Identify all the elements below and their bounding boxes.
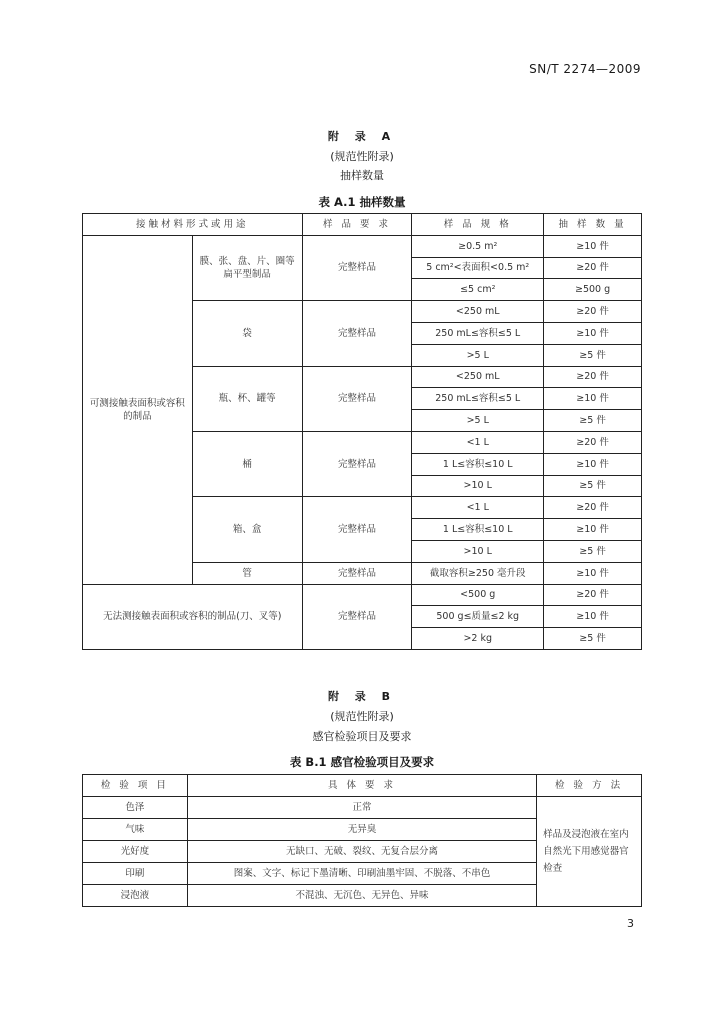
spec-cell: <500 g [412,584,544,606]
spec-cell: ≥0.5 m² [412,235,544,257]
quantity-cell: ≥10 件 [544,322,642,344]
quantity-cell: ≥500 g [544,279,642,301]
spec-cell: 250 mL≤容积≤5 L [412,322,544,344]
quantity-cell: ≥10 件 [544,388,642,410]
table-header-row [83,775,642,797]
sensory-test-table [82,774,642,907]
requirement-cell: 无缺口、无破、裂纹、无复合层分离 [187,841,536,863]
requirement-cell: 不混浊、无沉色、无异色、异味 [187,885,536,907]
col-header: 样 品 要 求 [302,214,412,236]
requirement-cell: 完整样品 [302,497,412,562]
sampling-quantity-table [82,213,642,650]
spec-cell: 500 g≤质量≤2 kg [412,606,544,628]
quantity-cell: ≥20 件 [544,431,642,453]
spec-cell: >10 L [412,475,544,497]
quantity-cell: ≥10 件 [544,519,642,541]
spec-cell: >2 kg [412,628,544,650]
form-cell: 瓶、杯、罐等 [192,366,302,431]
page-number: 3 [627,917,634,930]
form-cell: 袋 [192,301,302,366]
spec-cell: <1 L [412,497,544,519]
appendix-a-type: (规范性附录) [330,150,394,163]
table-a-caption: 表 A.1 抽样数量 [318,195,406,209]
appendix-b-subject: 感官检验项目及要求 [312,730,412,743]
requirement-cell: 正常 [187,797,536,819]
quantity-cell: ≥10 件 [544,606,642,628]
form-cell: 桶 [192,431,302,496]
item-cell: 浸泡液 [83,885,188,907]
spec-cell: 250 mL≤容积≤5 L [412,388,544,410]
method-cell: 样品及浸泡液在室内自然光下用感觉器官检查 [537,797,642,907]
spec-cell: ≤5 cm² [412,279,544,301]
table-header-row [83,214,642,236]
quantity-cell: ≥5 件 [544,475,642,497]
quantity-cell: ≥5 件 [544,344,642,366]
appendix-a-title: 附 录 A [327,130,397,143]
quantity-cell: ≥20 件 [544,497,642,519]
form-cell: 膜、张、盘、片、圈等扁平型制品 [192,235,302,300]
requirement-cell: 完整样品 [302,431,412,496]
table-b-caption: 表 B.1 感官检验项目及要求 [289,755,435,769]
table-row [83,797,642,819]
quantity-cell: ≥5 件 [544,540,642,562]
table-row [83,584,642,606]
item-cell: 色泽 [83,797,188,819]
requirement-cell: 完整样品 [302,584,412,649]
form-cell: 管 [192,562,302,584]
quantity-cell: ≥5 件 [544,410,642,432]
spec-cell: >5 L [412,410,544,432]
spec-cell: 截取容积≥250 毫升段 [412,562,544,584]
quantity-cell: ≥20 件 [544,366,642,388]
quantity-cell: ≥10 件 [544,453,642,475]
item-cell: 气味 [83,819,188,841]
spec-cell: >5 L [412,344,544,366]
item-cell: 光好度 [83,841,188,863]
appendix-b-type: (规范性附录) [330,710,394,723]
col-header: 样 品 规 格 [412,214,544,236]
spec-cell: 5 cm²<表面积<0.5 m² [412,257,544,279]
quantity-cell: ≥20 件 [544,584,642,606]
table-row [83,235,642,257]
quantity-cell: ≥10 件 [544,562,642,584]
col-header: 具 体 要 求 [187,775,536,797]
form-cell: 箱、盒 [192,497,302,562]
col-header: 抽 样 数 量 [544,214,642,236]
requirement-cell: 完整样品 [302,366,412,431]
appendix-b-title: 附 录 B [327,690,397,703]
category-cell: 可测接触表面积或容积的制品 [83,235,193,584]
quantity-cell: ≥5 件 [544,628,642,650]
spec-cell: <1 L [412,431,544,453]
spec-cell: >10 L [412,540,544,562]
col-header: 接触材料形式或用途 [83,214,303,236]
requirement-cell: 图案、文字、标记下墨清晰、印刷油墨牢固、不脱落、不串色 [187,863,536,885]
standard-code: SN/T 2274—2009 [529,62,641,76]
col-header: 检 验 项 目 [83,775,188,797]
spec-cell: 1 L≤容积≤10 L [412,453,544,475]
quantity-cell: ≥10 件 [544,235,642,257]
spec-cell: <250 mL [412,366,544,388]
col-header: 检 验 方 法 [537,775,642,797]
requirement-cell: 无异臭 [187,819,536,841]
quantity-cell: ≥20 件 [544,301,642,323]
spec-cell: 1 L≤容积≤10 L [412,519,544,541]
requirement-cell: 完整样品 [302,235,412,300]
quantity-cell: ≥20 件 [544,257,642,279]
requirement-cell: 完整样品 [302,301,412,366]
appendix-a-subject: 抽样数量 [340,169,384,182]
item-cell: 印刷 [83,863,188,885]
requirement-cell: 完整样品 [302,562,412,584]
spec-cell: <250 mL [412,301,544,323]
category-cell: 无法测接触表面积或容积的制品(刀、叉等) [83,584,303,649]
